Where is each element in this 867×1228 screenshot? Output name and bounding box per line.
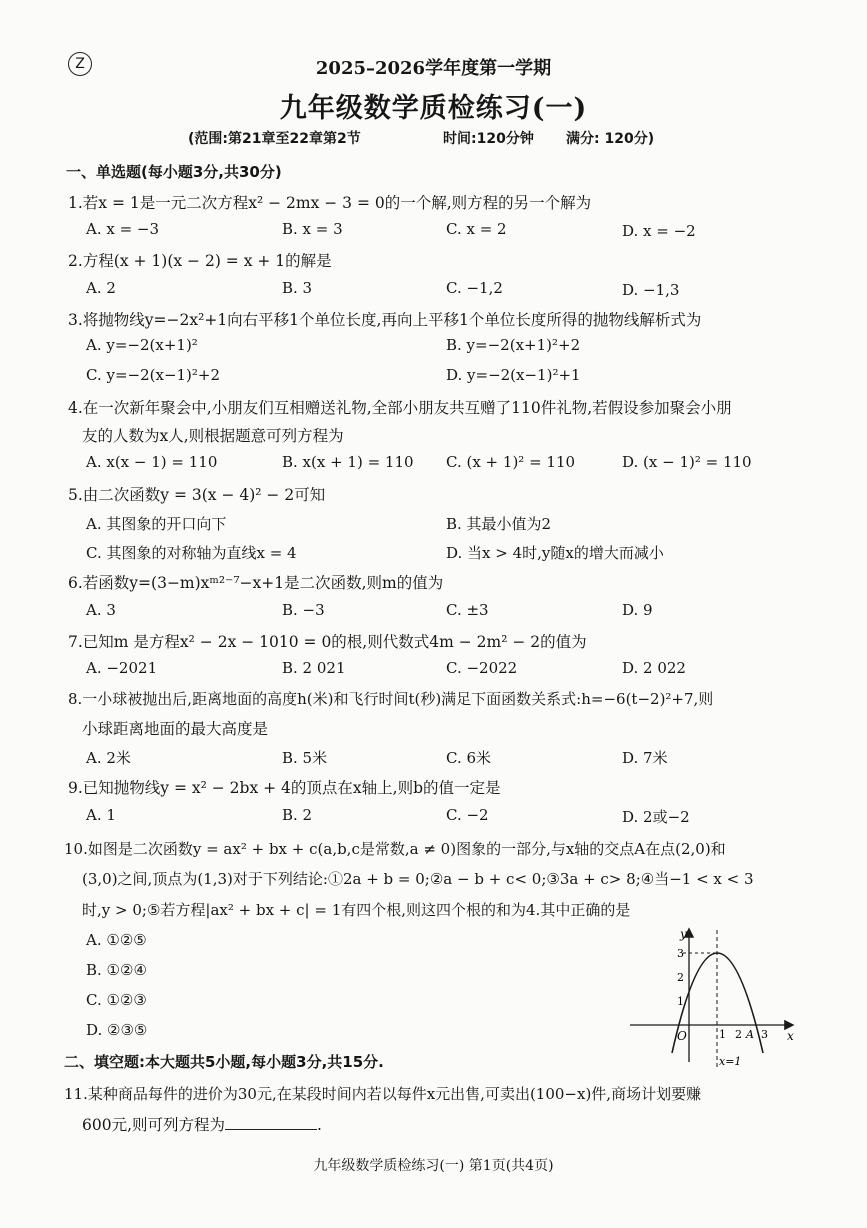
question-6-stem: 6.若函数y=(3−m)xᵐ²⁻⁷−x+1是二次函数,则m的值为 [68,574,444,592]
question-2-option-c: C. −1,2 [446,279,503,297]
question-2-option-b: B. 3 [282,279,313,297]
x-tick-3: 3 [761,1028,768,1041]
question-8-option-c: C. 6米 [446,749,492,767]
question-6-option-d: D. 9 [622,601,653,619]
question-7-option-d: D. 2 022 [622,659,686,677]
school-year-title: 2025–2026学年度第一学期 [315,58,552,79]
question-1-option-a: A. x = −3 [86,220,160,238]
question-3-option-b: B. y=−2(x+1)²+2 [446,336,581,354]
question-10-option-d: D. ②③⑤ [86,1021,148,1039]
y-tick-1: 1 [677,995,684,1008]
y-axis-label: y [680,927,687,941]
question-11-stem-line-1: 11.某种商品每件的进价为30元,在某段时间内若以每件x元出售,可卖出(100−x)件,商场计划要赚 [64,1085,702,1103]
question-5-option-c: C. 其图象的对称轴为直线x = 4 [86,544,297,562]
question-4-option-a: A. x(x − 1) = 110 [86,453,218,471]
x-tick-2: 2 [735,1028,742,1041]
page-footer: 九年级数学质检练习(一) 第1页(共4页) [313,1158,554,1174]
question-9-option-a: A. 1 [86,806,116,824]
exam-code-badge: Z [68,52,92,76]
question-3-option-c: C. y=−2(x−1)²+2 [86,366,221,384]
x-axis-label: x [787,1029,794,1043]
question-5-stem: 5.由二次函数y = 3(x − 4)² − 2可知 [68,486,326,504]
question-1-option-c: C. x = 2 [446,220,507,238]
point-a-label: A [746,1028,754,1041]
question-10-stem-line-2: (3,0)之间,顶点为(1,3)对于下列结论:①2a + b = 0;②a − b + c< 0;③3a + c> 8;④当−1 < x < 3 [82,870,754,888]
question-4-option-d: D. (x − 1)² = 110 [622,453,752,471]
question-3-option-a: A. y=−2(x+1)² [86,336,198,354]
exam-time: 时间:120分钟 [443,131,534,147]
question-8-option-a: A. 2米 [86,749,131,767]
question-4-option-c: C. (x + 1)² = 110 [446,453,576,471]
y-tick-2: 2 [677,971,684,984]
question-6-option-c: C. ±3 [446,601,489,619]
question-10-option-c: C. ①②③ [86,991,147,1009]
question-7-option-b: B. 2 021 [282,659,346,677]
question-1-stem: 1.若x = 1是一元二次方程x² − 2mx − 3 = 0的一个解,则方程的另一个解为 [68,194,592,212]
question-8-option-d: D. 7米 [622,749,668,767]
origin-label: O [677,1029,687,1043]
question-1-option-d: D. x = −2 [622,222,696,240]
question-2-option-d: D. −1,3 [622,281,680,299]
section-1-title: 一、单选题(每小题3分,共30分) [66,163,282,181]
question-8-stem-line-2: 小球距离地面的最大高度是 [82,720,269,738]
question-1-option-b: B. x = 3 [282,220,343,238]
question-10-option-a: A. ①②⑤ [86,931,147,949]
question-10-option-b: B. ①②④ [86,961,147,979]
question-9-option-d: D. 2或−2 [622,808,690,826]
question-11-stem-end: . [317,1116,322,1134]
question-8-stem-line-1: 8.一小球被抛出后,距离地面的高度h(米)和飞行时间t(秒)满足下面函数关系式:h=−6(t−2)²+7,则 [68,690,714,708]
question-8-option-b: B. 5米 [282,749,328,767]
question-4-stem-line-2: 友的人数为x人,则根据题意可列方程为 [82,427,344,445]
question-7-stem: 7.已知m 是方程x² − 2x − 1010 = 0的根,则代数式4m − 2m² − 2的值为 [68,633,587,651]
question-7-option-a: A. −2021 [86,659,158,677]
question-5-option-a: A. 其图象的开口向下 [86,515,227,533]
exam-score: 满分: 120分) [566,131,655,147]
exam-scope: (范围:第21章至22章第2节 [188,131,361,147]
question-9-option-b: B. 2 [282,806,313,824]
parabola-graph [624,922,804,1072]
section-2-title: 二、填空题:本大题共5小题,每小题3分,共15分. [64,1053,384,1071]
question-6-option-b: B. −3 [282,601,325,619]
question-4-stem-line-1: 4.在一次新年聚会中,小朋友们互相赠送礼物,全部小朋友共互赠了110件礼物,若假设参加聚会小朋 [68,399,732,417]
question-3-option-d: D. y=−2(x−1)²+1 [446,366,581,384]
question-4-option-b: B. x(x + 1) = 110 [282,453,414,471]
question-3-stem: 3.将抛物线y=−2x²+1向右平移1个单位长度,再向上平移1个单位长度所得的抛物线解析式为 [68,311,702,329]
answer-blank [225,1115,317,1130]
y-tick-3: 3 [677,947,684,960]
question-5-option-b: B. 其最小值为2 [446,515,552,533]
question-9-option-c: C. −2 [446,806,489,824]
question-2-option-a: A. 2 [86,279,116,297]
question-10-stem-line-3: 时,y > 0;⑤若方程|ax² + bx + c| = 1有四个根,则这四个根的和为4.其中正确的是 [82,901,631,919]
question-7-option-c: C. −2022 [446,659,518,677]
question-2-stem: 2.方程(x + 1)(x − 2) = x + 1的解是 [68,252,332,270]
question-11-stem-text: 600元,则可列方程为 [82,1116,226,1134]
question-5-option-d: D. 当x > 4时,y随x的增大而减小 [446,544,664,562]
symmetry-axis-label: x=1 [719,1055,742,1068]
exam-title: 九年级数学质检练习(一) [279,93,588,124]
question-10-stem-line-1: 10.如图是二次函数y = ax² + bx + c(a,b,c是常数,a ≠ 0)图象的一部分,与x轴的交点A在点(2,0)和 [64,840,726,858]
question-6-option-a: A. 3 [86,601,116,619]
question-11-stem-line-2 [82,1113,322,1135]
x-tick-1: 1 [719,1028,726,1041]
question-9-stem: 9.已知抛物线y = x² − 2bx + 4的顶点在x轴上,则b的值一定是 [68,779,501,797]
